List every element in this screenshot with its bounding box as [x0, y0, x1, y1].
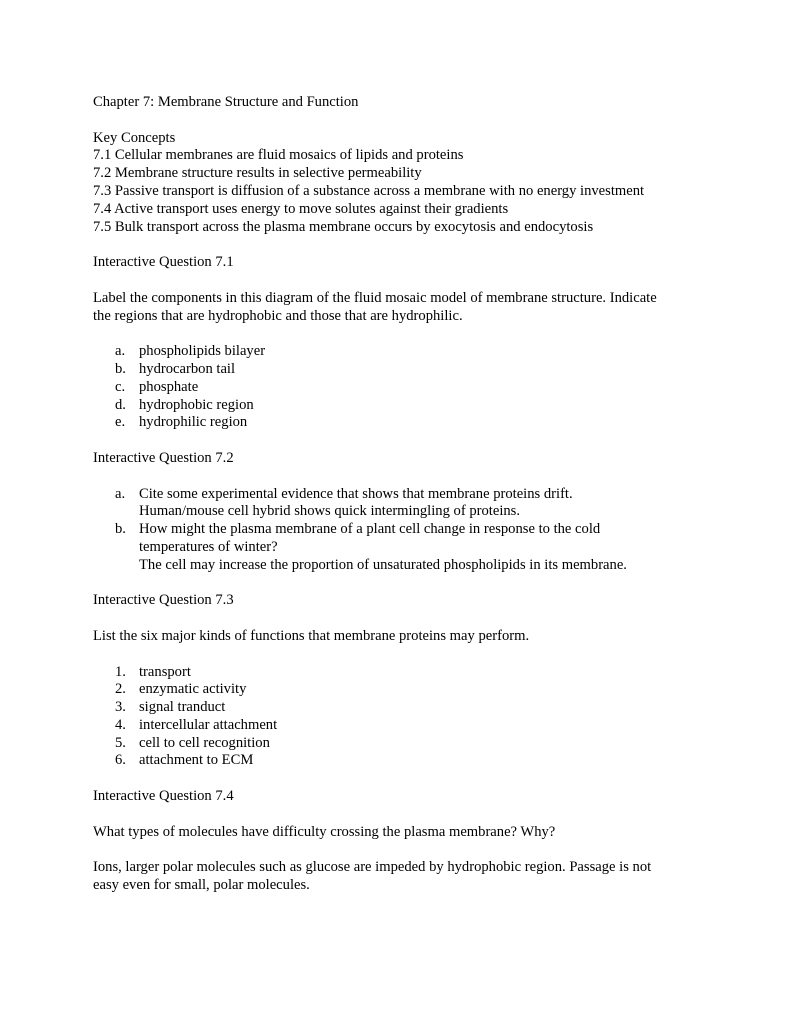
key-concept-item: 7.2 Membrane structure results in selective permeability — [93, 165, 422, 182]
list-item — [93, 486, 703, 522]
question-7-3-heading: Interactive Question 7.3 — [93, 592, 234, 609]
question-7-2-list — [93, 486, 703, 575]
list-item-text: phospholipids bilayer — [139, 343, 266, 360]
list-item-text: hydrophobic region — [139, 396, 254, 413]
question-7-1-heading: Interactive Question 7.1 — [93, 254, 234, 271]
spacer — [93, 770, 703, 788]
list-item-text: hydrophilic region — [139, 414, 248, 431]
key-concept-item: 7.5 Bulk transport across the plasma membrane occurs by exocytosis and endocytosis — [93, 218, 594, 235]
spacer — [93, 272, 703, 290]
list-item-text: transport — [139, 663, 191, 680]
list-item-text: hydrocarbon tail — [139, 360, 236, 377]
answer-text: The cell may increase the proportion of unsaturated phospholipids in its membrane. — [139, 556, 627, 573]
list-item — [93, 343, 703, 361]
spacer — [93, 468, 703, 486]
question-text: Cite some experimental evidence that shows that membrane proteins drift. — [139, 485, 573, 502]
list-item — [93, 735, 703, 753]
question-7-4-heading: Interactive Question 7.4 — [93, 788, 234, 805]
spacer — [93, 112, 703, 130]
list-item-text: enzymatic activity — [139, 681, 247, 698]
list-marker: b. — [115, 521, 126, 538]
question-7-4-answer: easy even for small, polar molecules. — [93, 877, 310, 894]
list-marker: a. — [115, 485, 126, 502]
list-marker: 2. — [115, 681, 126, 698]
list-item — [93, 414, 703, 432]
list-item — [93, 699, 703, 717]
key-concept-item: 7.3 Passive transport is diffusion of a substance across a membrane with no energy investment — [93, 182, 645, 199]
list-item — [93, 664, 703, 682]
question-7-1-answer-list — [93, 343, 703, 432]
list-item — [93, 379, 703, 397]
question-7-4-prompt: What types of molecules have difficulty crossing the plasma membrane? Why? — [93, 823, 556, 840]
list-item-text: attachment to ECM — [139, 752, 254, 769]
list-marker: 1. — [115, 663, 126, 680]
spacer — [93, 432, 703, 450]
list-marker: 4. — [115, 716, 126, 733]
list-marker: 6. — [115, 752, 126, 769]
list-item-text: phosphate — [139, 378, 199, 395]
list-item — [93, 681, 703, 699]
list-marker: 5. — [115, 734, 126, 751]
list-marker: d. — [115, 396, 126, 413]
list-item-text: cell to cell recognition — [139, 734, 270, 751]
spacer — [93, 841, 703, 859]
list-marker: b. — [115, 360, 126, 377]
list-item-text: signal tranduct — [139, 699, 226, 716]
spacer — [93, 325, 703, 343]
list-item — [93, 361, 703, 379]
question-text: temperatures of winter? — [139, 538, 278, 555]
key-concept-item: 7.1 Cellular membranes are fluid mosaics of lipids and proteins — [93, 147, 464, 164]
list-marker: a. — [115, 343, 126, 360]
spacer — [93, 806, 703, 824]
list-item — [93, 717, 703, 735]
list-item — [93, 521, 703, 574]
question-7-1-prompt: the regions that are hydrophobic and those that are hydrophilic. — [93, 307, 463, 324]
list-item — [93, 752, 703, 770]
key-concepts-heading: Key Concepts — [93, 129, 176, 146]
question-7-3-answer-list — [93, 664, 703, 771]
question-7-4-answer: Ions, larger polar molecules such as glucose are impeded by hydrophobic region. Passage is not — [93, 859, 652, 876]
question-7-2-heading: Interactive Question 7.2 — [93, 449, 234, 466]
spacer — [93, 646, 703, 664]
answer-text: Human/mouse cell hybrid shows quick intermingling of proteins. — [139, 503, 521, 520]
list-item — [93, 397, 703, 415]
list-item-text: intercellular attachment — [139, 716, 278, 733]
question-text: How might the plasma membrane of a plant cell change in response to the cold — [139, 521, 601, 538]
document-body — [93, 94, 703, 895]
list-marker: c. — [115, 378, 126, 395]
spacer — [93, 236, 703, 254]
list-marker: 3. — [115, 699, 126, 716]
spacer — [93, 610, 703, 628]
question-7-3-prompt: List the six major kinds of functions that membrane proteins may perform. — [93, 627, 530, 644]
question-7-1-prompt: Label the components in this diagram of the fluid mosaic model of membrane structure. Indicate — [93, 289, 657, 306]
key-concept-item: 7.4 Active transport uses energy to move solutes against their gradients — [93, 200, 509, 217]
list-marker: e. — [115, 414, 126, 431]
chapter-title: Chapter 7: Membrane Structure and Function — [93, 94, 359, 110]
spacer — [93, 575, 703, 593]
